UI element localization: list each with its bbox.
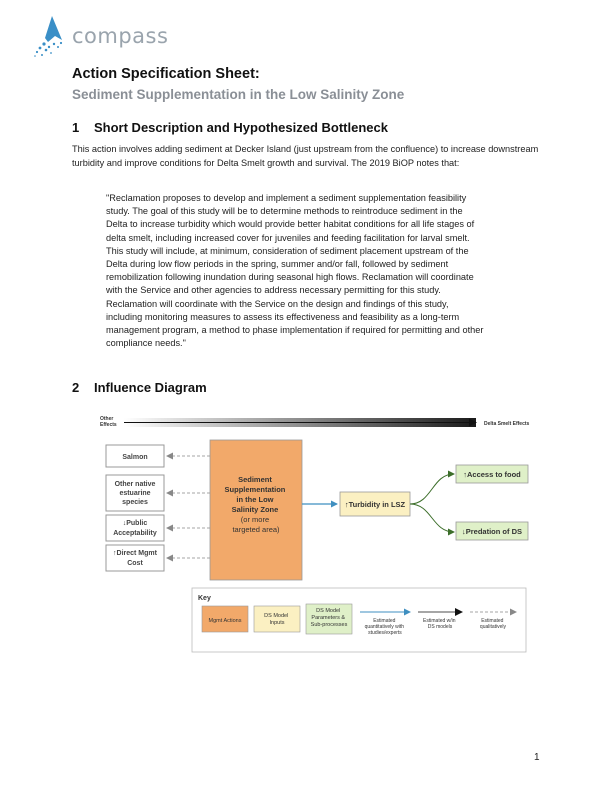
turbidity-label: ↑Turbidity in LSZ (344, 500, 406, 509)
native-species-label: Other native estuarine species (114, 481, 156, 506)
section-title: Influence Diagram (94, 380, 207, 395)
page-number: 1 (534, 752, 540, 763)
salmon-label: Salmon (122, 454, 148, 461)
section-number: 2 (72, 380, 80, 395)
mgmt-cost-box (106, 545, 164, 571)
predation-label: ↓Predation of DS (461, 527, 523, 536)
mgmt-cost-label: ↑Direct Mgmt Cost (113, 550, 157, 567)
public-acceptability-box (106, 515, 164, 541)
gradient-left-label: Other Effects (100, 416, 117, 428)
section-1-heading (72, 120, 388, 135)
document-subtitle: Sediment Supplementation in the Low Salinity Zone (72, 87, 405, 102)
document-title: Action Specification Sheet: (72, 66, 260, 82)
key-mgmt-label: Mgmt Actions (208, 618, 242, 624)
access-to-food-label: ↑Access to food (463, 470, 521, 479)
gradient-right-label: Delta Smelt Effects (484, 421, 530, 427)
sediment-action-label: Sediment Supplementation in the Low Salinity Zone (or more targeted area) (224, 475, 286, 534)
key-inputs-box (254, 606, 300, 632)
other-effects-column (106, 445, 164, 571)
public-acceptability-label: ↓Public Acceptability (113, 520, 157, 537)
key-title: Key (198, 595, 211, 602)
section-title: Short Description and Hypothesized Bottleneck (94, 120, 388, 135)
key-params-label: DS Model Parameters & Sub-processes (310, 608, 348, 628)
key-inputs-label: DS Model Inputs (264, 613, 289, 626)
key-model-label: Estimated w/in DS models (423, 618, 456, 630)
biop-quote: "Reclamation proposes to develop and implement a sediment supplementation feasibility study. The goal of this study will be to determine methods to reintroduce sediment in the Delta to increase turbidity which would provide better habitat conditions for all life stages of delta smelt, including increased cover for juveniles and feeding facilitation for larval smelt. This study will include, at minimum, consideration of sediment placement upstream of the Delta during low flow periods in the spring, summer and/or fall, followed by sediment remobilization following inundation during seasonal high flows. Reclamation will coordinate with the Service and other agencies to address necessary permitting for this study. Reclamation will coordinate with the Service on the design and findings of this study, including monitoring measures to assess its effectiveness and feasibility as a long-term management program, a method to phase implementation if required for permitting and other compliance needs." (106, 193, 484, 349)
section-1-paragraph: This action involves adding sediment at Decker Island (just upstream from the confluence) to increase downstream turbidity and improve conditions for Delta Smelt growth and survival. The 2019 BiOP notes that: (72, 144, 539, 168)
section-number: 1 (72, 120, 80, 135)
section-2-heading (72, 380, 207, 395)
key-qual-label: Estimated qualitatively (479, 618, 507, 630)
logo-text: compass (72, 24, 169, 48)
influence-diagram (92, 408, 544, 698)
key-quant-label: Estimated quantitatively with studies/experts (364, 618, 405, 636)
